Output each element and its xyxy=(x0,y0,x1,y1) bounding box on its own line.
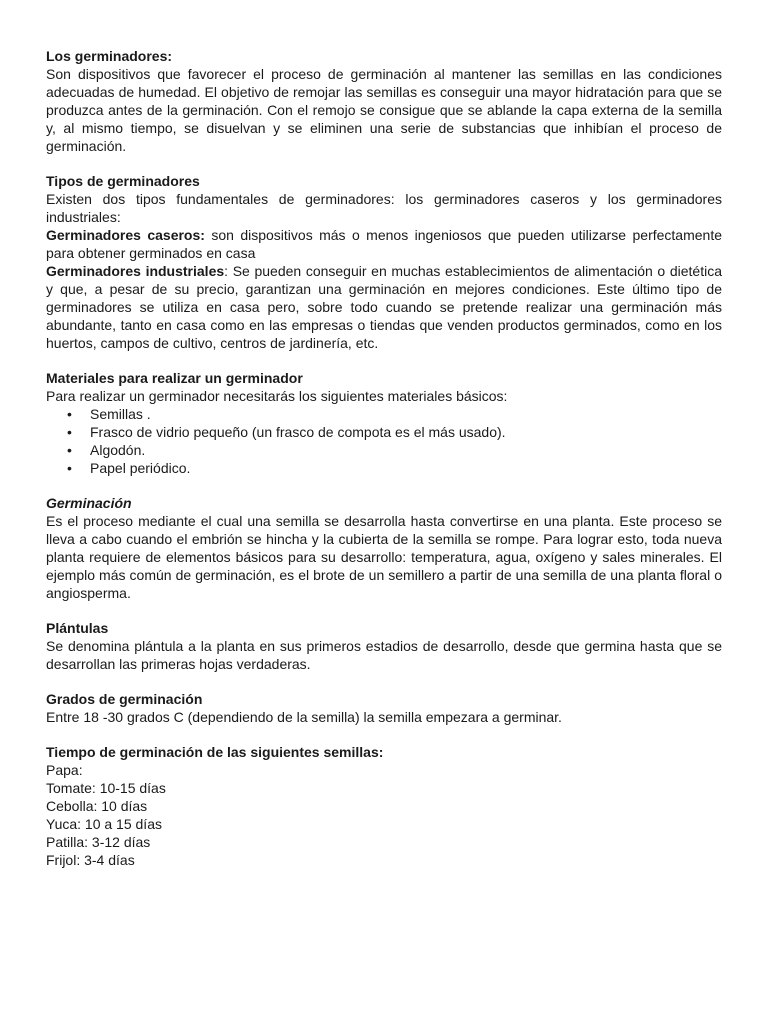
section-heading: Germinación xyxy=(46,495,132,511)
paragraph: Para realizar un germinador necesitarás los siguientes materiales básicos: xyxy=(46,388,508,404)
term-text: son dispositivos más o menos ingeniosos que pueden utilizarse perfectamente para obtener germinados en casa xyxy=(46,227,723,261)
spacer xyxy=(46,673,722,690)
section-materiales xyxy=(46,369,722,477)
paragraph-industriales xyxy=(46,262,722,352)
bullet-icon: • xyxy=(67,406,72,422)
spacer xyxy=(46,726,722,743)
list-item xyxy=(67,405,722,423)
section-heading: Tipos de germinadores xyxy=(46,173,200,189)
spacer xyxy=(46,602,722,619)
paragraph: Es el proceso mediante el cual una semilla se desarrolla hasta convertirse en una planta. Este proceso se lleva a cabo cuando el embrión se hincha y la cubierta de la semilla se rompe. Para lograr esto, toda nueva planta requiere de elementos básicos para su desarrollo: temperatura, agua, oxígeno y sales minerales. El ejemplo más común de germinación, es el brote de un semillero a partir de una semilla de una planta floral o angiosperma. xyxy=(46,513,722,601)
spacer xyxy=(46,352,722,369)
section-heading: Tiempo de germinación de las siguientes semillas: xyxy=(46,744,384,760)
germination-time-line: Cebolla: 10 días xyxy=(46,798,148,814)
spacer xyxy=(46,155,722,172)
bullet-icon: • xyxy=(67,460,72,476)
section-germinacion xyxy=(46,494,722,602)
term-text: : Se pueden conseguir en muchas establecimientos de alimentación o dietética y que, a pesar de su precio, garantizan una germinación en mejores condiciones. Este último tipo de germinadores se utiliza en casa pero, sobre todo cuando se pretende realizar una germinación más abundante, tanto en casa como en las empresas o tiendas que venden productos germinados, como en los huertos, campos de cultivo, centros de jardinería, etc. xyxy=(46,263,722,351)
paragraph: Se denomina plántula a la planta en sus primeros estadios de desarrollo, desde que germina hasta que se desarrollan las primeras hojas verdaderas. xyxy=(46,638,722,672)
section-heading: Materiales para realizar un germinador xyxy=(46,370,303,386)
list-item-text: Algodón. xyxy=(90,442,146,458)
germination-time-line: Yuca: 10 a 15 días xyxy=(46,816,162,832)
section-tiempo xyxy=(46,743,722,869)
document-page xyxy=(46,47,722,869)
germination-time-line: Frijol: 3-4 días xyxy=(46,852,135,868)
section-germinadores xyxy=(46,47,722,155)
list-item-text: Semillas . xyxy=(90,406,151,422)
section-heading: Los germinadores: xyxy=(46,48,173,64)
section-heading: Plántulas xyxy=(46,620,109,636)
germination-time-line: Patilla: 3-12 días xyxy=(46,834,151,850)
paragraph-caseros xyxy=(46,226,722,262)
list-item xyxy=(67,423,722,441)
term-label: Germinadores caseros: xyxy=(46,227,205,243)
section-heading: Grados de germinación xyxy=(46,691,203,707)
spacer xyxy=(46,477,722,494)
paragraph: Entre 18 -30 grados C (dependiendo de la semilla) la semilla empezara a germinar. xyxy=(46,709,562,725)
list-item xyxy=(67,459,722,477)
list-item xyxy=(67,441,722,459)
list-item-text: Papel periódico. xyxy=(90,460,191,476)
section-tipos xyxy=(46,172,722,352)
section-grados xyxy=(46,690,722,726)
germination-time-line: Tomate: 10-15 días xyxy=(46,780,166,796)
germination-time-line: Papa: xyxy=(46,762,83,778)
term-label: Germinadores industriales xyxy=(46,263,225,279)
section-plantulas xyxy=(46,619,722,673)
materials-list xyxy=(46,405,722,477)
paragraph: Son dispositivos que favorecer el proceso de germinación al mantener las semillas en las condiciones adecuadas de humedad. El objetivo de remojar las semillas es conseguir una mayor hidratación para que se produzca antes de la germinación. Con el remojo se consigue que se ablande la capa externa de la semilla y, al mismo tiempo, se disuelvan y se eliminen una serie de substancias que inhibían el proceso de germinación. xyxy=(46,66,722,154)
bullet-icon: • xyxy=(67,424,72,440)
list-item-text: Frasco de vidrio pequeño (un frasco de compota es el más usado). xyxy=(90,424,506,440)
bullet-icon: • xyxy=(67,442,72,458)
paragraph: Existen dos tipos fundamentales de germinadores: los germinadores caseros y los germinadores industriales: xyxy=(46,191,722,225)
